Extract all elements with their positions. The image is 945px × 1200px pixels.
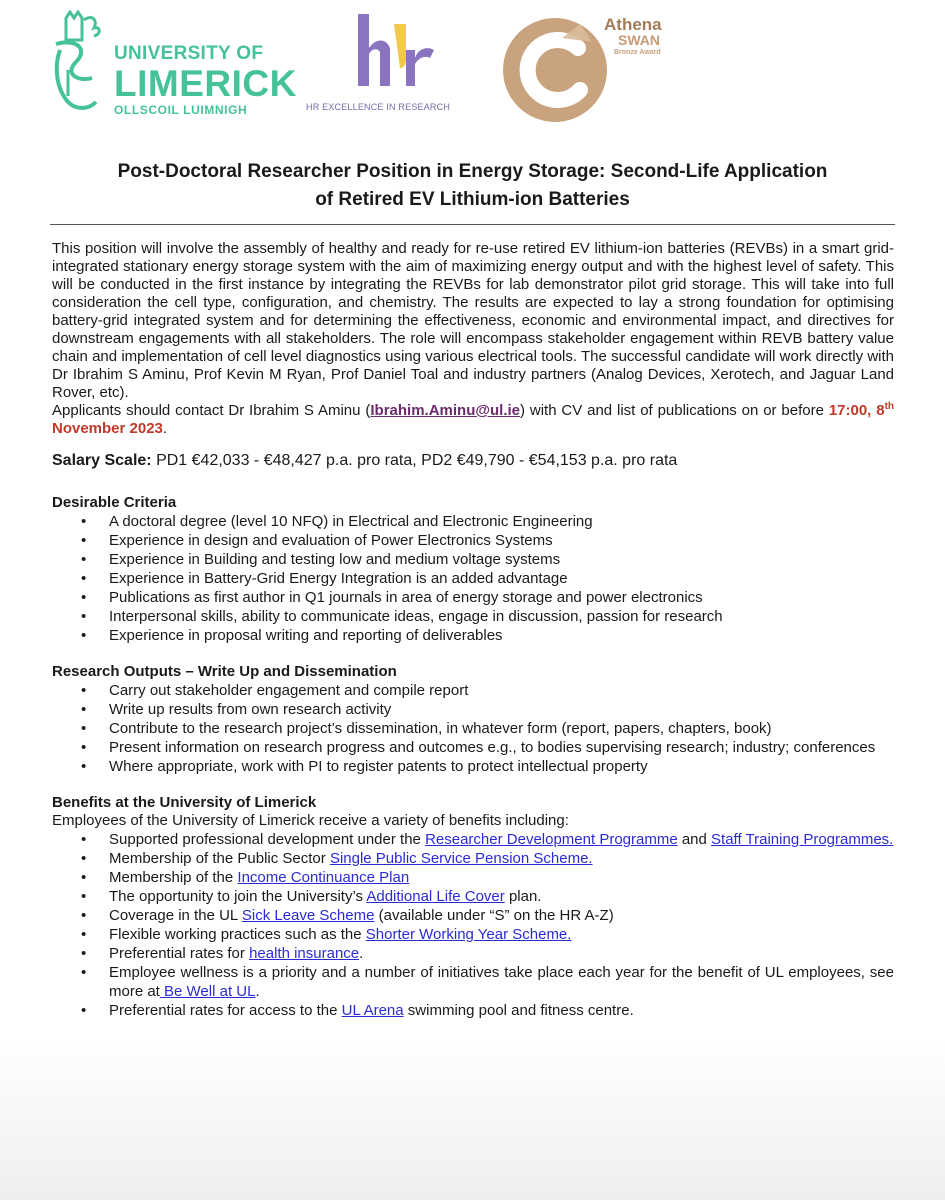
- benefit-text: Preferential rates for access to the: [109, 1002, 342, 1019]
- salary-label: Salary Scale:: [52, 452, 152, 469]
- benefit-item-arena: [109, 1001, 894, 1020]
- contact-paragraph: [52, 402, 894, 438]
- header-logos: [0, 0, 945, 130]
- benefit-text: Preferential rates for: [109, 945, 250, 962]
- benefits-list: [52, 830, 894, 1020]
- list-item: • Experience in Battery-Grid Energy Integration is an added advantage: [109, 569, 894, 588]
- benefit-item-flexible: [109, 925, 894, 944]
- pension-scheme-link[interactable]: Single Public Service Pension Scheme.: [329, 850, 593, 867]
- ul-line3: OLLSCOIL LUIMNIGH: [114, 103, 248, 117]
- contact-pre: Applicants should contact Dr Ibrahim S Aminu (: [52, 402, 371, 419]
- hr-mark-icon: [300, 6, 475, 101]
- be-well-link[interactable]: Be Well at UL: [159, 983, 256, 1000]
- list-item: • Experience in proposal writing and reporting of deliverables: [109, 626, 894, 645]
- hr-excellence-logo: [300, 6, 475, 121]
- list-item: • Where appropriate, work with PI to register patents to protect intellectual property: [109, 757, 894, 776]
- desirable-heading: Desirable Criteria: [52, 494, 177, 511]
- benefit-text: Coverage in the UL: [109, 907, 242, 924]
- health-insurance-link[interactable]: health insurance: [249, 945, 360, 962]
- shorter-working-year-link[interactable]: Shorter Working Year Scheme.: [365, 926, 572, 943]
- ul-wordmark: [114, 44, 297, 116]
- benefit-text: Membership of the: [109, 869, 238, 886]
- deadline-rest: November 2023: [52, 420, 163, 437]
- outputs-heading: Research Outputs – Write Up and Dissemination: [52, 663, 397, 680]
- benefit-text: .: [255, 983, 260, 1000]
- contact-end: .: [162, 420, 168, 437]
- salary-scale: [52, 452, 894, 470]
- page-title: [20, 158, 925, 214]
- benefit-item-development: [109, 830, 894, 849]
- benefit-item-life-cover: [109, 887, 894, 906]
- deadline-sup: th: [884, 401, 895, 412]
- list-item: • Experience in Building and testing low and medium voltage systems: [109, 550, 894, 569]
- swan-text: SWAN: [618, 32, 660, 48]
- intro-paragraph: This position will involve the assembly of healthy and ready for re-use retired EV lithium-ion batteries (REVBs) in a smart grid-integrated stationary energy storage system with the aim of maximizing energy output and with the highest level of safety. This will be conducted in the first instance by integrating the REVBs for lab demonstrator pilot grid storage. This will take into full consideration the cell type, configuration, and chemistry. The results are expected to lay a strong foundation for optimising battery-grid integrated system and for determining the effectiveness, economic and environmental impact, and directives for downstream engagements with all stakeholders. The role will encompass stakeholder engagement within REVB battery value chain and implementation of cell level diagnostics using various electrical tools. The successful candidate will work directly with Dr Ibrahim S Aminu, Prof Kevin M Ryan, Prof Daniel Toal and industry partners (Analog Devices, Xerotech, and Jaguar Land Rover, etc).: [52, 240, 894, 401]
- contact-email-link[interactable]: Ibrahim.Aminu@ul.ie: [370, 402, 521, 419]
- life-cover-link[interactable]: Additional Life Cover: [366, 888, 505, 905]
- award-text: Bronze Award: [614, 49, 661, 56]
- benefit-text: (available under “S” on the HR A-Z): [374, 907, 614, 924]
- ecu-athena-swan-logo: [500, 4, 680, 124]
- ul-crest-icon: [48, 10, 108, 115]
- list-item: • Write up results from own research activity: [109, 700, 894, 719]
- benefit-item-pension: [109, 849, 894, 868]
- list-item: • Experience in design and evaluation of Power Electronics Systems: [109, 531, 894, 550]
- document-body: [52, 240, 894, 1020]
- benefit-text: Flexible working practices such as the: [109, 926, 366, 943]
- benefits-intro: Employees of the University of Limerick receive a variety of benefits including:: [52, 812, 569, 829]
- income-continuance-link[interactable]: Income Continuance Plan: [237, 869, 410, 886]
- hr-caption: HR EXCELLENCE IN RESEARCH: [306, 102, 451, 112]
- list-item: • A doctoral degree (level 10 NFQ) in Electrical and Electronic Engineering: [109, 512, 894, 531]
- staff-training-link[interactable]: Staff Training Programmes.: [711, 831, 894, 848]
- sick-leave-link[interactable]: Sick Leave Scheme: [241, 907, 375, 924]
- ul-line1: UNIVERSITY OF: [114, 43, 264, 64]
- university-of-limerick-logo: [48, 10, 297, 117]
- list-item: • Interpersonal skills, ability to communicate ideas, engage in discussion, passion for research: [109, 607, 894, 626]
- list-item: • Publications as first author in Q1 journals in area of energy storage and power electronics: [109, 588, 894, 607]
- benefit-item-health: [109, 944, 894, 963]
- athena-swan-wordmark: [604, 16, 662, 56]
- ul-arena-link[interactable]: UL Arena: [341, 1002, 404, 1019]
- salary-value: PD1 €42,033 - €48,427 p.a. pro rata, PD2 €49,790 - €54,153 p.a. pro rata: [151, 452, 678, 469]
- ul-line2: LIMERICK: [114, 63, 297, 104]
- title-line1: Post-Doctoral Researcher Position in Energy Storage: Second-Life Application: [117, 161, 828, 182]
- researcher-development-link[interactable]: Researcher Development Programme: [425, 831, 678, 848]
- title-line2: of Retired EV Lithium-ion Batteries: [315, 189, 630, 210]
- benefit-text: swimming pool and fitness centre.: [403, 1002, 634, 1019]
- list-item: • Carry out stakeholder engagement and compile report: [109, 681, 894, 700]
- outputs-list: [52, 681, 894, 776]
- benefit-text: The opportunity to join the University’s: [109, 888, 367, 905]
- benefit-item-wellness: [109, 963, 894, 1001]
- contact-mid: ) with CV and list of publications on or before: [520, 402, 829, 419]
- benefit-text: .: [359, 945, 364, 962]
- benefit-text: and: [677, 831, 712, 848]
- desirable-list: [52, 512, 894, 645]
- benefit-item-income: [109, 868, 894, 887]
- benefit-text: Membership of the Public Sector: [109, 850, 330, 867]
- athena-text: Athena: [604, 15, 662, 34]
- benefit-text: Supported professional development under the: [109, 831, 426, 848]
- list-item: • Contribute to the research project’s dissemination, in whatever form (report, papers, chapters, book): [109, 719, 894, 738]
- title-divider: [50, 224, 895, 225]
- list-item: • Present information on research progress and outcomes e.g., to bodies supervising research; industry; conferences: [109, 738, 894, 757]
- benefit-item-sick-leave: [109, 906, 894, 925]
- bottom-shadow: [0, 1040, 945, 1200]
- benefit-text: Employee wellness is a priority and a number of initiatives take place each year for the benefit of UL employees, see more at: [109, 964, 894, 1000]
- benefits-heading: Benefits at the University of Limerick: [52, 794, 317, 811]
- benefit-text: plan.: [504, 888, 542, 905]
- deadline-time: 17:00, 8: [828, 402, 885, 419]
